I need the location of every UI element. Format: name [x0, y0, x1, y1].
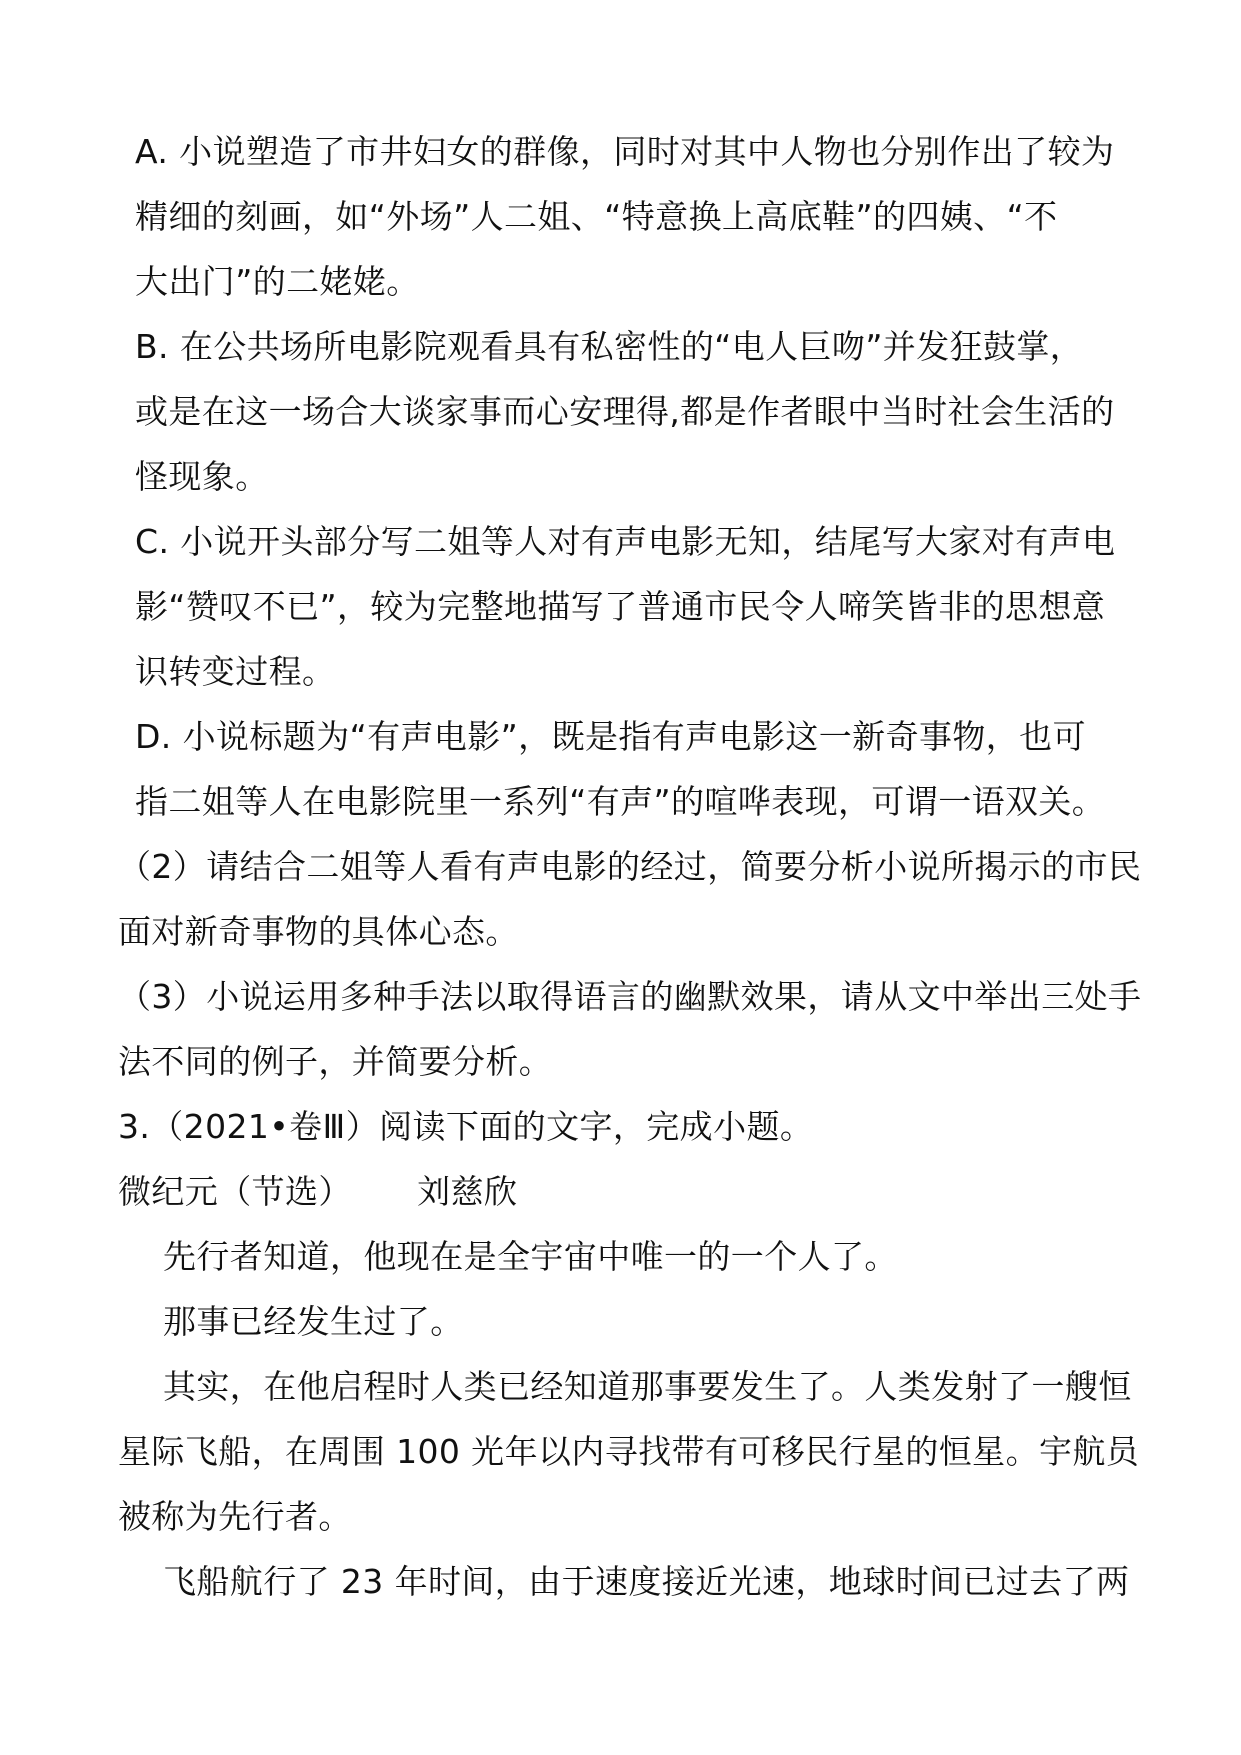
passage-paragraph-1: 先行者知道，他现在是全宇宙中唯一的一个人了。 [163, 1237, 898, 1276]
option-c-line-1: C. 小说开头部分写二姐等人对有声电影无知，结尾写大家对有声电 [135, 522, 1116, 561]
option-b-line-1: B. 在公共场所电影院观看具有私密性的“电人巨吻”并发狂鼓掌， [135, 327, 1084, 366]
passage-paragraph-3-line-3: 被称为先行者。 [118, 1497, 352, 1536]
option-a-line-3: 大出门”的二姥姥。 [135, 262, 420, 301]
passage-paragraph-3-line-1: 其实，在他启程时人类已经知道那事要发生了。人类发射了一艘恒 [163, 1367, 1132, 1406]
question-2-line-1: （2）请结合二姐等人看有声电影的经过，简要分析小说所揭示的市民 [118, 847, 1142, 886]
option-b-line-3: 怪现象。 [135, 457, 269, 496]
option-b-line-2: 或是在这一场合大谈家事而心安理得,都是作者眼中当时社会生活的 [135, 392, 1115, 431]
option-c-line-2: 影“赞叹不已”，较为完整地描写了普通市民令人啼笑皆非的思想意 [135, 587, 1106, 626]
passage-paragraph-2: 那事已经发生过了。 [163, 1302, 464, 1341]
problem-3-heading: 3.（2021•卷Ⅲ）阅读下面的文字，完成小题。 [118, 1107, 814, 1146]
option-d-line-2: 指二姐等人在电影院里一系列“有声”的喧哗表现，可谓一语双关。 [135, 782, 1106, 821]
passage-paragraph-3-line-2: 星际飞船，在周围 100 光年以内寻找带有可移民行星的恒星。宇航员 [118, 1432, 1140, 1471]
option-d-line-1: D. 小说标题为“有声电影”，既是指有声电影这一新奇事物，也可 [135, 717, 1086, 756]
question-3-line-1: （3）小说运用多种手法以取得语言的幽默效果，请从文中举出三处手 [118, 977, 1142, 1016]
question-2-line-2: 面对新奇事物的具体心态。 [118, 912, 519, 951]
option-a-line-1: A. 小说塑造了市井妇女的群像，同时对其中人物也分别作出了较为 [135, 132, 1115, 171]
option-a-line-2: 精细的刻画，如“外场”人二姐、“特意换上高底鞋”的四姨、“不 [135, 197, 1058, 236]
passage-title-author: 微纪元（节选） 刘慈欣 [118, 1172, 518, 1211]
option-c-line-3: 识转变过程。 [135, 652, 336, 691]
question-3-line-2: 法不同的例子，并简要分析。 [118, 1042, 553, 1081]
passage-paragraph-4-line-1: 飞船航行了 23 年时间，由于速度接近光速，地球时间已过去了两 [163, 1562, 1130, 1601]
